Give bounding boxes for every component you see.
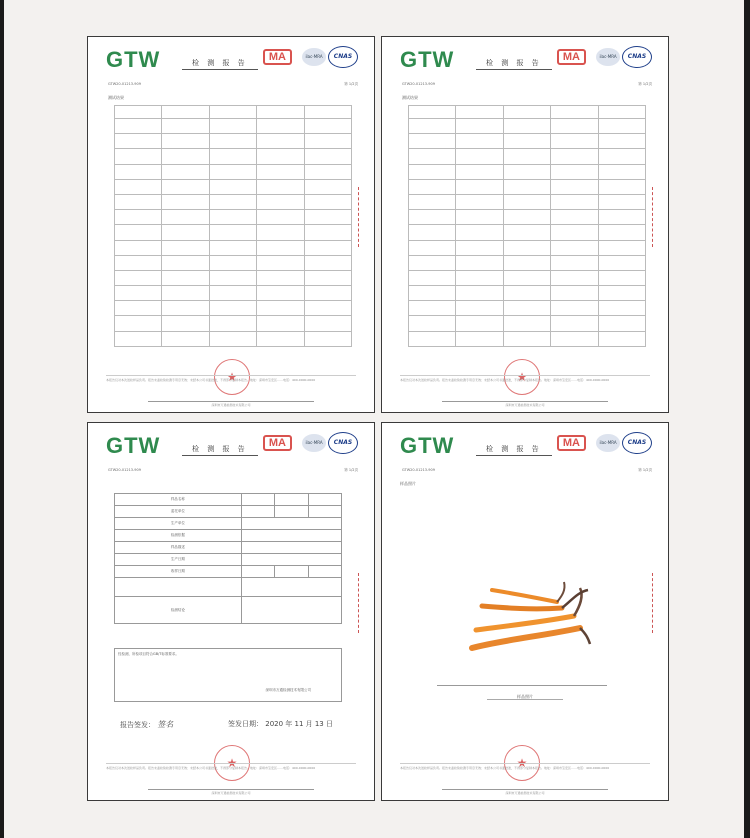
table-cell [162,270,209,285]
table-cell [162,179,209,194]
table-row [115,240,352,255]
table-cell [115,149,162,164]
photo-divider [437,685,607,686]
table-cell [409,179,456,194]
table-row [409,134,646,149]
report-title: 检 测 报 告 [476,58,552,70]
report-title: 检 测 报 告 [182,58,258,70]
footer-company: 深圳市万通检测技术有限公司 [148,401,314,407]
table-cell [115,240,162,255]
table-cell [456,194,503,209]
table-cell [551,106,598,119]
table-cell [304,179,351,194]
table-cell [598,134,645,149]
report-footer: 本报告仅对本次送检样品负责。报告未盖检验检测专用章无效；未经本公司书面批准，不得部分复制本报告。地址：深圳市宝安区……电话：400-0000-0000 [106,375,356,392]
table-cell [598,331,645,346]
info-label: 样品名称 [115,494,242,506]
table-cell [503,194,550,209]
table-cell [115,286,162,301]
cordyceps-photo [462,578,592,668]
cnas-badge: CNAS [328,46,358,68]
table-cell [257,225,304,240]
table-row [115,179,352,194]
conclusion-label: 检测结论 [115,597,242,624]
table-cell [304,134,351,149]
page-number: 第 1/2页 [344,82,358,86]
table-cell [551,164,598,179]
table-cell [456,134,503,149]
table-row [409,194,646,209]
table-cell [598,255,645,270]
table-cell [115,225,162,240]
table-cell [598,240,645,255]
table-row [409,164,646,179]
table-cell [162,149,209,164]
table-cell [551,316,598,331]
table-cell [304,286,351,301]
table-cell [257,106,304,119]
table-row [115,164,352,179]
report-number: GTW20-01213-909 [108,468,141,472]
table-cell [551,225,598,240]
table-cell [162,316,209,331]
table-cell [257,270,304,285]
side-seal-mark [358,187,362,247]
table-cell [304,225,351,240]
table-cell [503,301,550,316]
table-cell [209,179,256,194]
results-label: 测试结果 [402,95,418,100]
table-cell [209,240,256,255]
table-cell [162,119,209,134]
report-header [396,429,654,463]
table-cell [503,255,550,270]
table-cell [162,225,209,240]
table-cell [551,149,598,164]
signature-scribble: 签名 [157,720,174,729]
table-row [409,301,646,316]
signature-date: 签发日期： 2020 年 11 月 13 日 [228,720,333,728]
table-row [115,316,352,331]
red-stamp: ★ [214,745,250,781]
page-number: 第 1/2页 [638,82,652,86]
table-cell [209,194,256,209]
table-cell [503,106,550,119]
footer-company: 深圳市万通检测技术有限公司 [148,789,314,795]
photo-caption: 样品照片 [382,694,668,700]
table-cell [409,225,456,240]
table-cell [209,316,256,331]
conclusion-box [114,648,342,702]
table-cell [409,194,456,209]
table-cell [162,194,209,209]
table-row [409,286,646,301]
table-cell [598,316,645,331]
table-cell [503,119,550,134]
ma-badge: MA [263,49,292,65]
table-cell [598,149,645,164]
table-cell [456,270,503,285]
info-label: 生产日期 [115,554,242,566]
table-cell [503,149,550,164]
report-header [102,429,360,463]
ma-badge: MA [557,49,586,65]
table-cell [456,164,503,179]
conclusion-text: 经检测，所检项目符合GB/T标准要求。 [118,652,179,656]
table-row [409,331,646,346]
page-number: 第 1/2页 [344,468,358,472]
ma-badge: MA [263,435,292,451]
table-cell [209,210,256,225]
table-cell [598,194,645,209]
report-footer: 本报告仅对本次送检样品负责。报告未盖检验检测专用章无效；未经本公司书面批准，不得部分复制本报告。地址：深圳市宝安区……电话：400-0000-0000 [400,763,650,780]
table-cell [257,164,304,179]
table-row [409,119,646,134]
table-row [409,210,646,225]
table-row [115,255,352,270]
table-cell [115,179,162,194]
table-cell [409,106,456,119]
table-cell [503,134,550,149]
table-row [115,149,352,164]
table-cell [456,255,503,270]
table-cell [115,316,162,331]
table-cell [304,270,351,285]
table-row [409,179,646,194]
ilac-badge: ilac-MRA [302,48,326,66]
table-cell [456,240,503,255]
table-cell [598,225,645,240]
table-cell [115,194,162,209]
table-cell [409,286,456,301]
report-footer: 本报告仅对本次送检样品负责。报告未盖检验检测专用章无效；未经本公司书面批准，不得部分复制本报告。地址：深圳市宝安区……电话：400-0000-0000 [106,763,356,780]
table-cell [503,225,550,240]
table-cell [257,134,304,149]
table-cell [551,194,598,209]
info-label: 检测依据 [115,530,242,542]
table-cell [551,210,598,225]
table-cell [598,179,645,194]
table-cell [409,119,456,134]
table-cell [209,331,256,346]
table-cell [257,331,304,346]
table-row [115,134,352,149]
table-cell [209,149,256,164]
table-cell [257,240,304,255]
results-table [114,105,352,347]
table-cell [304,210,351,225]
side-seal-mark [652,573,656,633]
table-cell [409,134,456,149]
table-row [115,210,352,225]
table-row [115,270,352,285]
red-stamp: ★ [504,745,540,781]
table-cell [503,270,550,285]
table-cell [551,255,598,270]
table-cell [598,164,645,179]
table-cell [409,255,456,270]
table-cell [115,164,162,179]
table-row [115,301,352,316]
table-cell [304,240,351,255]
left-frame [0,0,4,838]
cnas-badge: CNAS [622,46,652,68]
info-label: 生产单位 [115,518,242,530]
info-label: 收样日期 [115,566,242,578]
red-stamp: ★ [214,359,250,395]
table-cell [115,301,162,316]
report-page-1 [87,36,375,413]
table-row [115,225,352,240]
table-cell [503,331,550,346]
table-cell [115,106,162,119]
table-cell [162,286,209,301]
table-cell [503,210,550,225]
table-cell [257,119,304,134]
table-cell [409,210,456,225]
table-cell [598,286,645,301]
table-cell [115,134,162,149]
cnas-badge: CNAS [622,432,652,454]
table-cell [115,210,162,225]
report-title: 检 测 报 告 [182,444,258,456]
table-cell [162,240,209,255]
table-cell [257,194,304,209]
right-frame [744,0,750,838]
table-cell [409,240,456,255]
side-seal-mark [358,573,362,633]
gtw-logo: GTW [400,47,455,72]
table-cell [409,164,456,179]
table-cell [257,179,304,194]
table-cell [304,164,351,179]
table-row [409,106,646,119]
table-cell [257,316,304,331]
table-cell [551,301,598,316]
ma-badge: MA [557,435,586,451]
table-cell [209,106,256,119]
table-cell [503,179,550,194]
table-cell [257,301,304,316]
table-cell [598,119,645,134]
table-cell [209,255,256,270]
table-cell [115,255,162,270]
ilac-badge: ilac-MRA [596,434,620,452]
table-row [409,270,646,285]
gtw-logo: GTW [106,47,161,72]
table-cell [257,210,304,225]
footer-company: 深圳市万通检测技术有限公司 [442,789,608,795]
info-label: 样品描述 [115,542,242,554]
table-cell [257,286,304,301]
signature-label: 报告签发： 签名 [120,720,174,729]
table-cell [456,179,503,194]
table-row [115,286,352,301]
table-cell [257,255,304,270]
results-label: 测试结果 [108,95,124,100]
table-cell [162,164,209,179]
ilac-badge: ilac-MRA [596,48,620,66]
table-cell [551,119,598,134]
table-cell [304,194,351,209]
table-cell [456,316,503,331]
table-cell [115,119,162,134]
table-cell [456,301,503,316]
table-cell [162,106,209,119]
report-page-2 [381,36,669,413]
table-cell [456,149,503,164]
gtw-logo: GTW [400,433,455,458]
table-cell [304,316,351,331]
side-seal-mark [652,187,656,247]
table-row [115,119,352,134]
table-cell [551,179,598,194]
table-cell [456,286,503,301]
report-number: GTW20-01213-909 [108,82,141,86]
table-cell [551,270,598,285]
table-cell [456,119,503,134]
table-row [409,316,646,331]
table-cell [503,316,550,331]
report-page-4 [381,422,669,801]
table-cell [209,270,256,285]
report-number: GTW20-01213-909 [402,82,435,86]
table-cell [115,331,162,346]
table-row [409,225,646,240]
report-header [396,43,654,77]
sample-info-table [114,493,342,624]
photo-section-label: 样品照片 [400,481,416,486]
table-cell [304,331,351,346]
table-cell [456,106,503,119]
table-cell [162,331,209,346]
table-cell [209,134,256,149]
table-cell [409,270,456,285]
results-table [408,105,646,347]
table-cell [503,164,550,179]
table-cell [409,316,456,331]
table-cell [551,286,598,301]
table-cell [551,134,598,149]
page-number: 第 1/2页 [638,468,652,472]
info-label: 委托单位 [115,506,242,518]
table-cell [551,240,598,255]
gtw-logo: GTW [106,433,161,458]
table-cell [409,149,456,164]
table-cell [304,149,351,164]
table-cell [162,255,209,270]
table-cell [209,301,256,316]
table-row [409,149,646,164]
table-cell [503,286,550,301]
table-cell [551,331,598,346]
table-cell [304,301,351,316]
report-footer: 本报告仅对本次送检样品负责。报告未盖检验检测专用章无效；未经本公司书面批准，不得部分复制本报告。地址：深圳市宝安区……电话：400-0000-0000 [400,375,650,392]
table-cell [456,225,503,240]
table-cell [115,270,162,285]
table-row [115,331,352,346]
table-cell [162,301,209,316]
conclusion-company: 深圳市万通检测技术有限公司 [265,688,311,692]
table-row [409,255,646,270]
table-cell [209,286,256,301]
table-cell [257,149,304,164]
ilac-badge: ilac-MRA [302,434,326,452]
table-row [115,194,352,209]
red-stamp: ★ [504,359,540,395]
table-cell [503,240,550,255]
table-cell [598,210,645,225]
table-row [115,106,352,119]
table-cell [598,301,645,316]
table-cell [209,164,256,179]
report-number: GTW20-01213-909 [402,468,435,472]
table-row [409,240,646,255]
table-cell [304,106,351,119]
table-cell [162,134,209,149]
cnas-badge: CNAS [328,432,358,454]
footer-company: 深圳市万通检测技术有限公司 [442,401,608,407]
table-cell [162,210,209,225]
report-title: 检 测 报 告 [476,444,552,456]
report-header [102,43,360,77]
table-cell [209,119,256,134]
table-cell [409,331,456,346]
table-cell [598,270,645,285]
table-cell [456,210,503,225]
table-cell [304,119,351,134]
table-cell [598,106,645,119]
report-page-3 [87,422,375,801]
table-cell [304,255,351,270]
table-cell [456,331,503,346]
table-cell [409,301,456,316]
table-cell [209,225,256,240]
